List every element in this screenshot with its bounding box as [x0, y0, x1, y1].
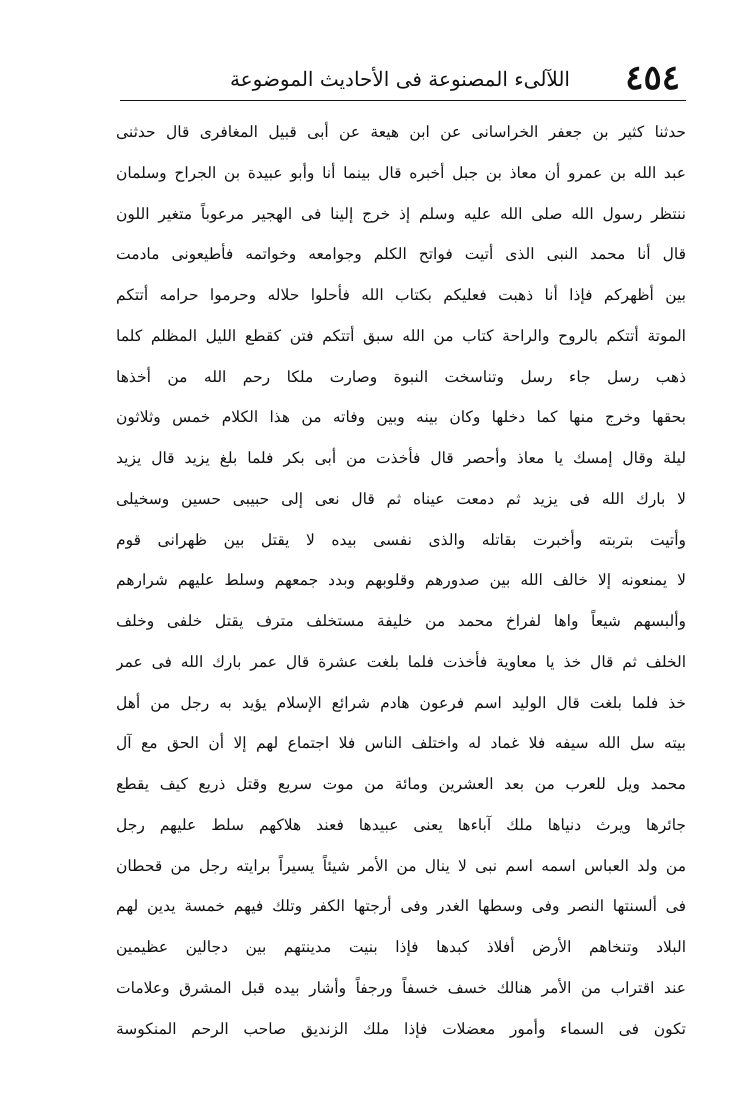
header-rule — [120, 100, 686, 101]
text-line: وأتيت بتربته وأخبرت بقاتله والذى نفسى بيده لا يقتل بين ظهرانى قوم — [116, 530, 686, 549]
text-line: محمد ويل للعرب من بعد العشرين ومائة من موت سريع وقتل ذريع كيف يقطع — [116, 775, 686, 793]
running-title: اللآلىء المصنوعة فى الأحاديث الموضوعة — [229, 67, 570, 91]
text-line: بين أظهركم فإذا أنا ذهبت فعليكم بكتاب الله فأحلوا حلاله وحرموا حرامه أتتكم — [116, 286, 686, 304]
text-line: جائرها ويرث دنياها ملك آباءها يعنى عبيدها فعند هلاكهم سلط عليهم رجل — [116, 815, 686, 834]
text-line: لا بارك الله فى يزيد ثم دمعت عيناه ثم قال نعى إلى حبيبى حسين وسخيلى — [116, 489, 686, 508]
text-line: ليلة وقال إمسك يا معاذ وأحصر قال فأخذت من أبى بكر فلما بلغ يزيد قال يزيد — [116, 449, 686, 467]
text-line: فى ألسنتها النصر وفى وسطها الغدر وفى أرجتها الكفر وتلك فيهم خمسة يدين لهم — [116, 897, 686, 916]
page-number: ٤٥٤ — [625, 58, 680, 98]
page-header — [120, 58, 680, 100]
text-line: ذهب رسل جاء رسل وتناسخت النبوة وصارت ملكا رحم الله من أخذها — [116, 367, 686, 386]
text-line: البلاد وتنخاهم الأرض أفلاذ كبدها فإذا بنيت مدينتهم بين دجالين عظيمين — [116, 938, 686, 956]
text-line: بيته سل الله سيفه فلا غماد له واختلف الناس فلا اجتماع لهم إلا أن الحق مع آل — [116, 734, 686, 753]
text-line: قال أنا محمد النبى الذى أتيت فواتح الكلم وجوامعه وخواتمه فأطيعونى مادمت — [116, 245, 686, 264]
text-line: خذ فلما بلغت قال الوليد اسم فرعون هادم شرائع الإسلام يؤيد به رجل من أهل — [116, 693, 686, 712]
text-line: تكون فى السماء وأمور معضلات فإذا ملك الزنديق صاحب الرحم المنكوسة — [116, 1019, 686, 1038]
text-line: ننتظر رسول الله صلى الله عليه وسلم إذ خرج إلينا فى الهجير مرعوباً متغير اللون — [116, 204, 686, 223]
text-line: عبد الله بن عمرو أن معاذ بن جبل أخبره قال بينما أنا وأبو عبيدة بن الجراح وسلمان — [116, 163, 686, 182]
text-line: وألبسهم شيعاً واها لفراخ محمد من خليفة مستخلف مترف يقتل خلفى وخلف — [116, 612, 686, 630]
text-line: الموتة أتتكم بالروح والراحة كتاب من الله سبق أتتكم فتن كقطع الليل المظلم كلما — [116, 326, 686, 345]
text-line: حدثنا كثير بن جعفر الخراسانى عن ابن هيعة عن أبى قبيل المغافرى قال حدثنى — [116, 123, 686, 141]
body-text — [116, 112, 686, 1049]
text-line: بحقها وخرج منها كما دخلها وكان بينه وبين وفاته من هذا الكلام خمس وثلاثون — [116, 408, 686, 427]
text-line: من ولد العباس اسمه اسم نبى لا ينال من الأمر شيئاً يسيراً برايته رجل من قحطان — [116, 856, 686, 875]
text-line: الخلف ثم قال خذ يا معاوية فأخذت فلما بلغت عشرة قال عمر بارك الله فى عمر — [116, 652, 686, 671]
text-line: عند اقتراب من الأمر هنالك خسف خسفاً ورجفاً وأشار بيده قبل المشرق وعلامات — [116, 978, 686, 997]
text-line: لا يمنعونه إلا خالف الله بين صدورهم وقلوبهم وبدد جمعهم وسلط عليهم شرارهم — [116, 571, 686, 590]
